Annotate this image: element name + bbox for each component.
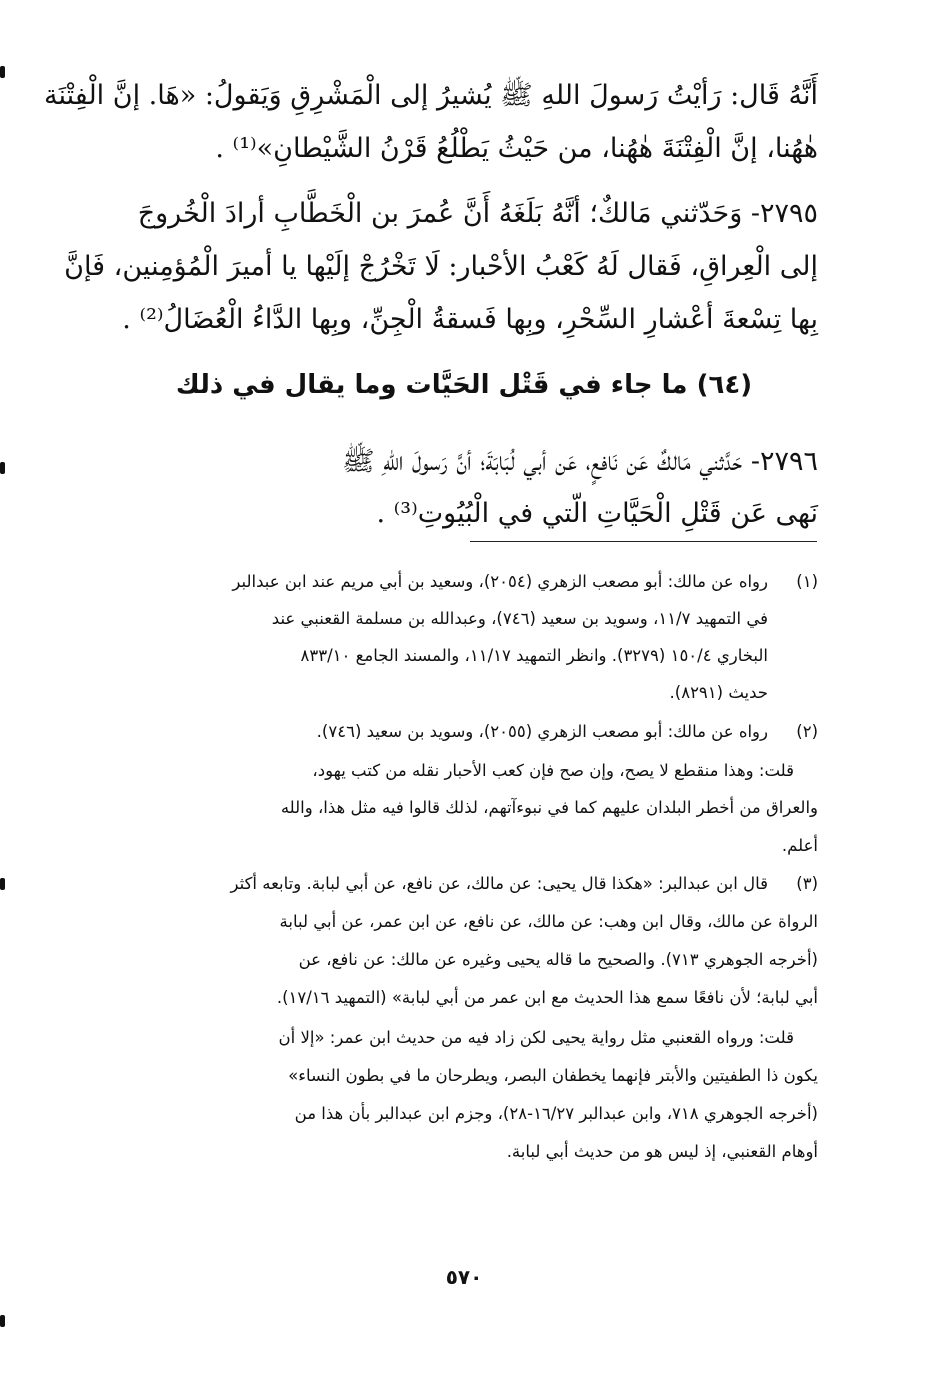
main-text-line: بِها تِسْعةَ أعْشارِ السِّحْرِ، وبِها فَسقةُ الْجِنِّ، وبِها الدَّاءُ الْعُضَالُ⁽²⁾ . <box>122 304 818 335</box>
main-text-line: ٢٧٩٥- وَحَدّثني مَالكٌ؛ أنَّهُ بَلَغَهُ أَنَّ عُمرَ بن الْخَطَّابِ أرادَ الْخُروجَ <box>137 198 818 229</box>
main-text-line: إلى الْعِراقِ، فَقال لَهُ كَعْبُ الأحْبار: لَا تَخْرُجْ إلَيْها يا أميرَ الْمُؤمِنين، فَإنَّ <box>64 251 818 282</box>
margin-mark <box>0 878 5 890</box>
footnote-line: قلت: ورواه القعنبي مثل رواية يحيى لكن زاد فيه من حديث ابن عمر: «إلا أن <box>278 1028 794 1047</box>
margin-mark <box>0 462 5 474</box>
footnote-line: أعلم. <box>781 836 818 855</box>
margin-mark <box>0 66 5 78</box>
main-text-line: هٰهُنا، إنَّ الْفِتْنَةَ هٰهُنا، من حَيْثُ يَطْلُعُ قَرْنُ الشَّيْطانِ»⁽¹⁾ . <box>215 133 818 164</box>
footnote-separator <box>470 541 817 542</box>
footnote-line: رواه عن مالك: أبو مصعب الزهري (٢٠٥٤)، وسعيد بن أبي مريم عند ابن عبدالبر <box>232 572 768 591</box>
footnote-line: رواه عن مالك: أبو مصعب الزهري (٢٠٥٥)، وسويد بن سعيد (٧٤٦). <box>316 722 768 741</box>
footnote-line: قال ابن عبدالبر: «هكذا قال يحيى: عن مالك، عن نافع، عن أبي لبابة. وتابعه أكثر <box>230 874 768 893</box>
footnote-line: والعراق من أخطر البلدان عليهم كما في نبوءآتهم، لذلك قالوا فيه مثل هذا، والله <box>280 798 818 817</box>
margin-mark <box>0 1315 5 1327</box>
footnote-line: البخاري ١٥٠/٤ (٣٢٧٩). وانظر التمهيد ١١/١٧، والمسند الجامع ٨٣٣/١٠ <box>300 646 768 665</box>
footnote-number: (٣) <box>796 874 818 893</box>
footnote-number: (١) <box>796 572 818 591</box>
footnote-line: في التمهيد ١١/٧، وسويد بن سعيد (٧٤٦)، وعبدالله بن مسلمة القعنبي عند <box>271 609 768 628</box>
footnote-number: (٢) <box>796 722 818 741</box>
footnote-line: قلت: وهذا منقطع لا يصح، وإن صح فإن كعب الأحبار نقله من كتب يهود، <box>312 761 794 780</box>
footnote-line: الرواة عن مالك، وقال ابن وهب: عن مالك، عن نافع، عن ابن عمر، عن أبي لبابة <box>279 912 818 931</box>
footnote-line: حديث (٨٢٩١). <box>669 683 768 702</box>
main-text-line: أَنَّهُ قَال: رَأيْتُ رَسولَ اللهِ ﷺ يُشيرُ إلى الْمَشْرِقِ وَيَقولُ: «هَا. إنَّ الْفِتْنَة <box>44 80 818 111</box>
footnote-line: أوهام القعنبي، إذ ليس هو من حديث أبي لبابة. <box>506 1142 818 1161</box>
footnote-line: (أخرجه الجوهري ٧١٨، وابن عبدالبر ١٦/٢٧-٢٨)، وجزم ابن عبدالبر بأن هذا من <box>294 1104 818 1123</box>
footnote-line: أبي لبابة؛ لأن نافعًا سمع هذا الحديث مع ابن عمر من أبي لبابة» (التمهيد ١٧/١٦). <box>276 988 818 1007</box>
main-text-line: نَهى عَن قَتْلِ الْحَيَّاتِ الّتي في الْبُيُوتِ⁽³⁾ . <box>376 498 818 529</box>
footnote-line: (أخرجه الجوهري ٧١٣). والصحيح ما قاله يحيى وغيره عن مالك: عن نافع، عن <box>298 950 818 969</box>
main-text-line: ٢٧٩٦- حَدَّثني مَالكٌ عَن نَافعٍ، عَن أبي لُبَابَةَ؛ أنَّ رَسولَ اللهِ ﷺ <box>341 446 818 477</box>
section-heading: (٦٤) ما جاء في قَتْل الحَيَّات وما يقال في ذلك <box>175 370 753 400</box>
page-number: ٥٧٠ <box>445 1265 483 1289</box>
footnote-line: يكون ذا الطفيتين والأبتر فإنهما يخطفان البصر، ويطرحان ما في بطون النساء» <box>288 1066 818 1085</box>
